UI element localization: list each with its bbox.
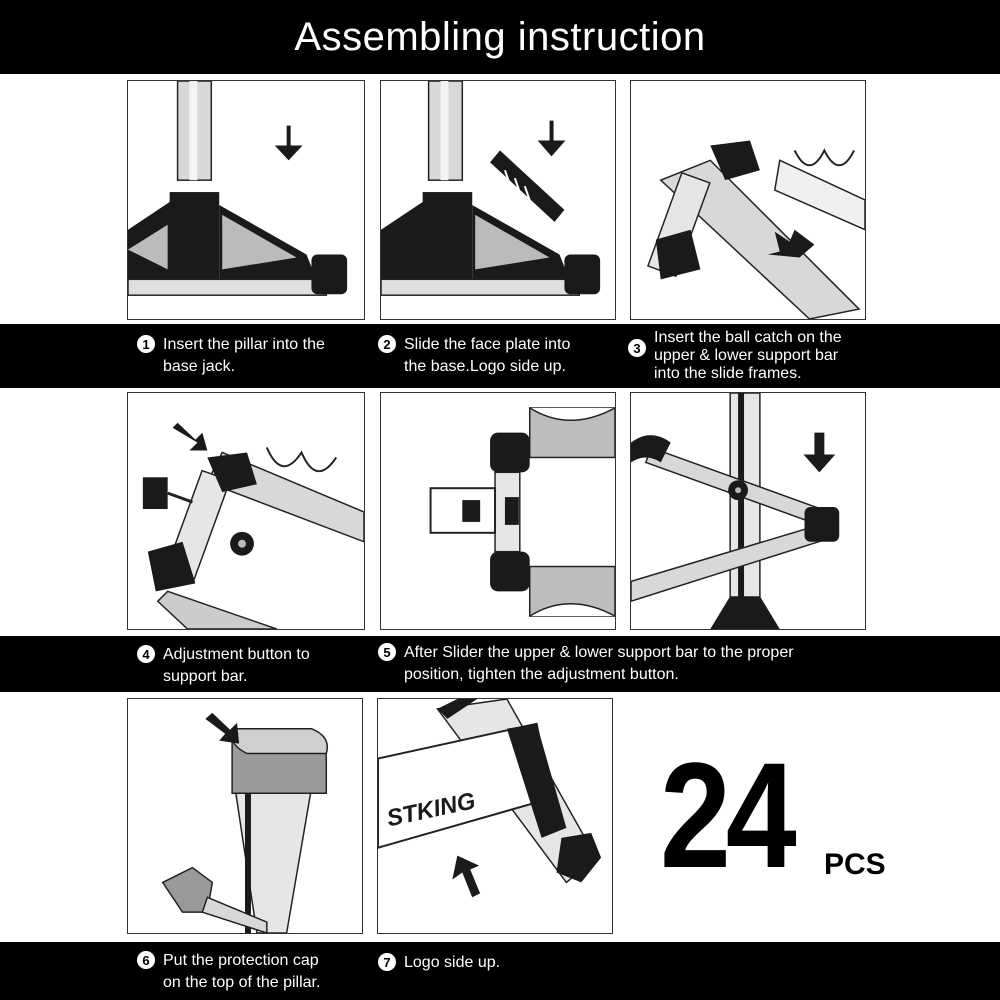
logo-plate-illustration xyxy=(378,699,612,933)
arrow-down-icon xyxy=(275,126,303,161)
tighten-illustration xyxy=(631,393,865,629)
illustration-step-8 xyxy=(377,698,613,934)
arrow-right-icon xyxy=(205,713,239,744)
step-text: Insert the ball catch on the upper & lower support bar into the slide frames. xyxy=(654,329,842,382)
step-number: 1 xyxy=(137,335,155,353)
step-text: Slide the face plate into the base.Logo side up. xyxy=(404,336,571,375)
step-number: 4 xyxy=(137,645,155,663)
step-text: After Slider the upper & lower support bar to the proper position, tighten the adjustment button. xyxy=(404,644,794,683)
step-number: 6 xyxy=(137,951,155,969)
protection-cap-illustration xyxy=(128,699,362,933)
illustration-step-7 xyxy=(127,698,363,934)
step-7 xyxy=(378,952,500,974)
title-bar xyxy=(0,0,1000,74)
illustration-step-5 xyxy=(380,392,616,630)
arrow-down-icon xyxy=(538,121,566,157)
step-number: 2 xyxy=(378,335,396,353)
arrow-up-icon xyxy=(452,856,480,898)
slider-illustration xyxy=(381,393,615,629)
step-4 xyxy=(137,644,310,688)
face-plate-illustration xyxy=(381,81,615,319)
step-number: 3 xyxy=(628,339,646,357)
piece-count: 24 xyxy=(660,731,792,899)
illustration-step-2 xyxy=(380,80,616,320)
step-2 xyxy=(378,334,570,378)
step-1 xyxy=(137,334,325,378)
step-text: Put the protection cap on the top of the pillar. xyxy=(163,952,321,991)
illustration-step-4 xyxy=(127,392,365,630)
illustration-step-6 xyxy=(630,392,866,630)
brand-logo: STKING xyxy=(384,787,478,833)
step-number: 5 xyxy=(378,643,396,661)
page-title: Assembling instruction xyxy=(294,14,706,59)
arrow-right-icon xyxy=(173,423,208,451)
step-text: Logo side up. xyxy=(404,954,501,971)
step-number: 7 xyxy=(378,953,396,971)
ball-catch-illustration xyxy=(631,81,865,319)
arrow-down-icon xyxy=(804,433,836,473)
step-text: Insert the pillar into the base jack. xyxy=(163,336,325,375)
piece-unit: PCS xyxy=(824,848,886,881)
step-5 xyxy=(378,642,794,686)
illustration-step-3 xyxy=(630,80,866,320)
base-jack-illustration xyxy=(128,81,364,319)
step-3 xyxy=(628,329,842,383)
adjustment-button-illustration xyxy=(128,393,364,629)
illustration-step-1 xyxy=(127,80,365,320)
step-6 xyxy=(137,950,320,994)
step-text: Adjustment button to support bar. xyxy=(163,646,310,685)
